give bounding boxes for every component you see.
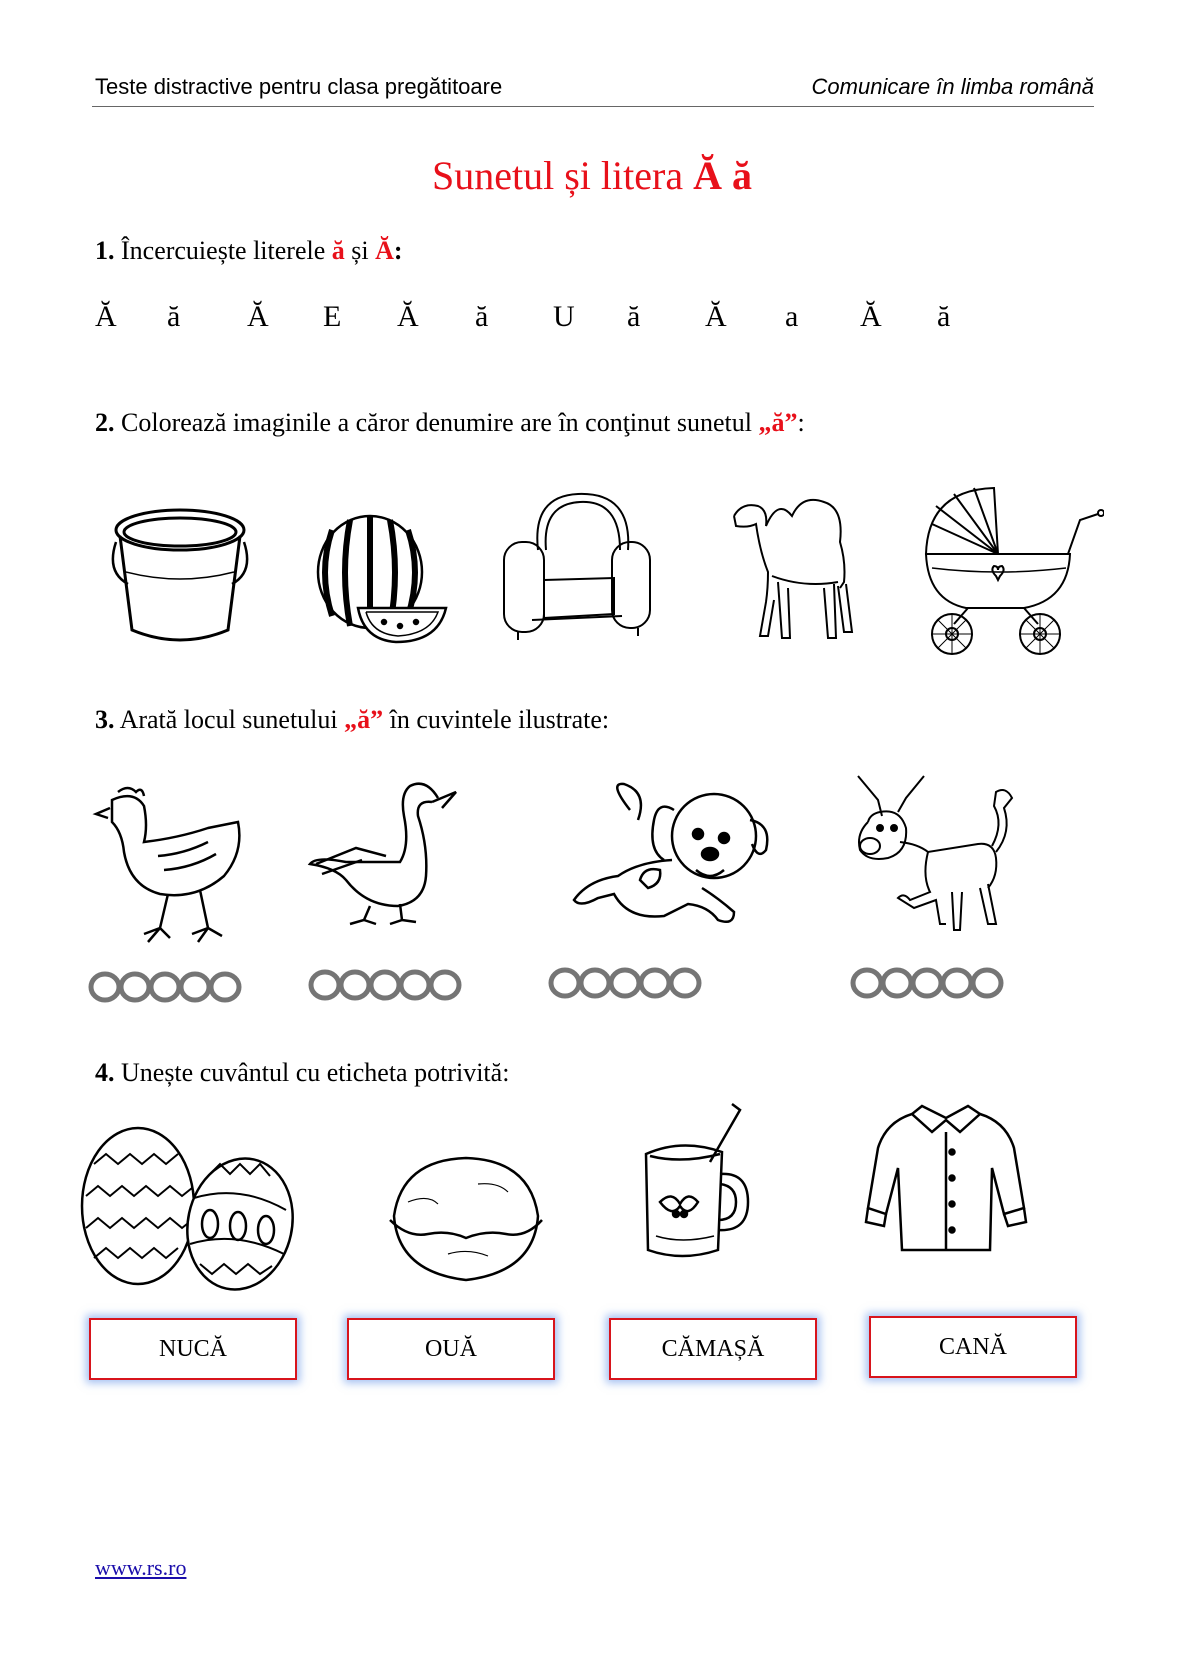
task-1-letter-lower: ă <box>331 236 345 265</box>
task-3-text: Arată locul sunetului <box>114 705 345 734</box>
task-2-number: 2. <box>95 408 115 437</box>
task-1-instruction <box>95 236 403 266</box>
label-camasa[interactable]: CĂMAȘĂ <box>609 1318 817 1380</box>
task-3-instruction <box>95 705 609 735</box>
task-3-text-end: în cuvintele ilustrate: <box>383 705 610 734</box>
title-letters: Ă ă <box>693 153 752 198</box>
task-4-number: 4. <box>95 1058 115 1087</box>
task-3-number: 3. <box>95 705 115 734</box>
walnut-icon[interactable] <box>388 1154 544 1284</box>
stroller-icon[interactable] <box>918 484 1104 656</box>
task-1-text: Încercuiește literele <box>114 236 332 265</box>
letter-item[interactable]: ă <box>627 300 641 333</box>
hen-icon[interactable] <box>88 782 248 944</box>
letter-item[interactable]: Ă <box>95 300 117 333</box>
letter-item[interactable]: Ă <box>247 300 269 333</box>
label-cana[interactable]: CANĂ <box>869 1316 1077 1378</box>
header-divider <box>92 106 1094 107</box>
letter-item[interactable]: Ă <box>705 300 727 333</box>
armchair-icon[interactable] <box>502 490 652 640</box>
letter-item[interactable]: U <box>553 300 575 333</box>
goose-icon[interactable] <box>306 776 462 926</box>
header-right: Comunicare în limba română <box>811 74 1094 99</box>
bucket-icon[interactable] <box>110 502 250 650</box>
syllable-rings-1[interactable] <box>88 970 248 1004</box>
task-3-sound: „ă” <box>344 705 384 734</box>
syllable-rings-3[interactable] <box>548 966 708 1000</box>
donkey-icon[interactable] <box>848 772 1020 942</box>
letter-item[interactable]: ă <box>475 300 489 333</box>
page-title <box>0 152 1184 199</box>
task-2-colon: : <box>797 408 805 437</box>
title-text: Sunetul și litera <box>432 153 694 198</box>
task-1-number: 1. <box>95 236 115 265</box>
mug-icon[interactable] <box>636 1102 754 1272</box>
letter-item[interactable]: ă <box>167 300 181 333</box>
task-4-text: Unește cuvântul cu eticheta potrivită: <box>114 1058 510 1087</box>
puppy-icon[interactable] <box>568 780 780 940</box>
task-1-colon: : <box>393 236 403 265</box>
label-nuca[interactable]: NUCĂ <box>89 1318 297 1380</box>
eggs-icon[interactable] <box>80 1124 300 1294</box>
task-2-instruction <box>95 408 805 438</box>
letter-item[interactable]: Ă <box>397 300 419 333</box>
letter-item[interactable]: ă <box>937 300 951 333</box>
label-oua[interactable]: OUĂ <box>347 1318 555 1380</box>
letter-item[interactable]: a <box>785 300 799 333</box>
task-2-text: Colorează imaginile a căror denumire are în conţinut sunetul <box>114 408 759 437</box>
letter-item[interactable]: Ă <box>860 300 882 333</box>
header-left: Teste distractive pentru clasa pregătitoare <box>95 74 503 99</box>
syllable-rings-2[interactable] <box>308 968 468 1002</box>
task-1-letter-upper: Ă <box>375 236 394 265</box>
syllable-rings-4[interactable] <box>850 966 1010 1000</box>
watermelon-icon[interactable] <box>310 508 450 648</box>
shirt-icon[interactable] <box>862 1098 1032 1258</box>
letter-item[interactable]: E <box>323 300 342 333</box>
task-1-text-mid: și <box>344 236 376 265</box>
footer-link[interactable]: www.rs.ro <box>95 1555 187 1580</box>
task-4-instruction <box>95 1058 509 1088</box>
camel-icon[interactable] <box>728 492 868 642</box>
task-2-sound: „ă” <box>758 408 798 437</box>
